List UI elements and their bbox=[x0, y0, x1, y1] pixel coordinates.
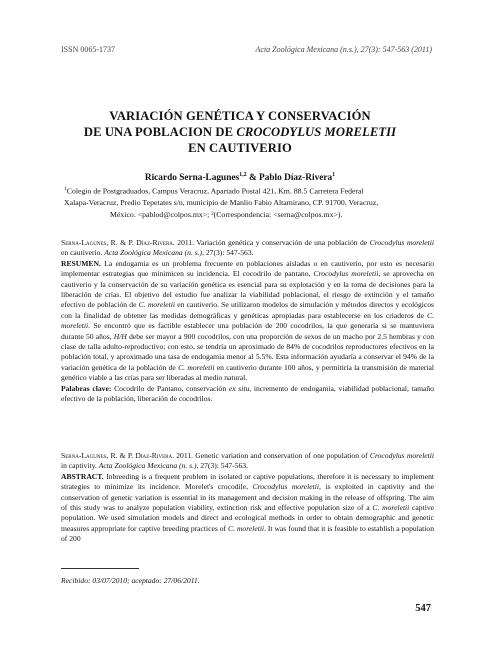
abstract-spanish bbox=[61, 238, 434, 405]
keywords-rest: , incremento de endogamia, viabilidad poblacional, tamaño efectivo de la población, liberación de cocodrilos. bbox=[61, 383, 434, 404]
species-name: C. moreletii bbox=[178, 362, 215, 372]
abstract-text-3: captive population. We used simulation models and direct and ecological methods in order to obtain demographic and genetic measures appropriate for captive breeding practices of bbox=[61, 503, 434, 533]
article-title bbox=[40, 108, 440, 156]
title-line-1: VARIACIÓN GENÉTICA Y CONSERVACIÓN bbox=[109, 109, 371, 123]
citation-rest: in captivity. bbox=[61, 461, 99, 471]
resumen-text-2: , se aprovecha en cautiverio y la conservación de su variación genética es esencial para su explotación y en la toma de decisiones para la liberación de crías. El objetivo del estudio fue analizar la viabilidad poblacional, el riesgo de extinción y el tamaño efectivo de población de bbox=[61, 269, 434, 310]
citation-journal: Acta Zoológica Mexicana (n. s.), bbox=[104, 248, 204, 258]
citation-year-title: 2011. Variación genética y conservación de una población de bbox=[174, 238, 370, 247]
resumen-text-5: debe ser mayor a 900 cocodrilos, con una proporción de sexos de un macho por 2.5 hembras y con clase de talla adulto-reproductivo; con esto, se tendría un aproximado de 84% de cocodrilos reproductores efectivos en la población total, y aproximado una tasa de endogamia menor al 5.5%. Esta información ayudaría a conservar el 94% de la variación genética de la población de bbox=[61, 331, 434, 372]
citation-species: Crocodylus moreletii bbox=[369, 451, 435, 460]
species-name: Crocodylus moreletii bbox=[313, 269, 379, 279]
author-1: Ricardo Serna-Lagunes bbox=[144, 173, 240, 184]
affiliation bbox=[64, 184, 424, 220]
species-name: C. moreletii bbox=[372, 503, 410, 513]
abstract-label: ABSTRACT. bbox=[61, 471, 104, 481]
issn: ISSN 0065-1737 bbox=[61, 45, 116, 54]
species-name: Crocodylus moreletii bbox=[252, 482, 319, 492]
abstract-text-2: , is exploited in captivity and the conservation of genetic variation is essential in its management and decision making in the release of offspring. The aim of this study was to analyze population viability, extinction risk and effective population size of a bbox=[61, 482, 434, 513]
author-2: Pablo Díaz-Rivera bbox=[259, 173, 333, 184]
species-name: C. moreletii bbox=[138, 300, 176, 310]
citation-journal: Acta Zoológica Mexicana (n. s.), bbox=[98, 461, 199, 471]
affiliation-line-1 bbox=[64, 184, 424, 197]
author-list bbox=[40, 172, 440, 183]
resumen-text-3: en cautiverio. Se utilizaron modelos de simulación y métodos directos y ecológicos con la finalidad de obtener las medidas demográficas y genéticas apropiadas para establecerse en los criaderos de bbox=[61, 300, 435, 320]
ne-symbol: H/H bbox=[113, 331, 127, 341]
title-line-3: EN CAUTIVERIO bbox=[188, 141, 292, 155]
resumen-text-1: La endogamia es un problema frecuente en poblaciones aisladas o en cautiverio, por esto es necesario implementar estrategias que minimicen su incidencia. El cocodrilo de pantano, bbox=[61, 258, 434, 279]
author-1-affiliation: 1,2 bbox=[239, 172, 247, 178]
footnote-rule bbox=[61, 568, 139, 569]
abstract-text-4: . It was found that it is feasible to establish a population of 200 bbox=[61, 523, 434, 544]
title-line-2-prefix: DE UNA POBLACION DE bbox=[83, 125, 237, 139]
affiliation-line-3: México. <pablod@colpos.mx>; ²(Correspondencia: <serna@colpos.mx>). bbox=[110, 209, 343, 219]
author-joiner: & bbox=[246, 173, 260, 184]
abstract-english bbox=[61, 451, 434, 545]
species-name: C. moreletii bbox=[228, 523, 265, 533]
citation-rest: en cautiverio. bbox=[61, 248, 105, 258]
citation-year-title: 2011. Genetic variation and conservation of one population of bbox=[173, 451, 370, 460]
species-name: C. moreletii bbox=[61, 310, 434, 331]
journal-citation-header: Acta Zoológica Mexicana (n.s.), 27(3): 547-563 (2011) bbox=[255, 45, 432, 54]
citation-pages: 27(3): 547-563. bbox=[203, 248, 254, 258]
received-date: Recibido: 03/07/2010; aceptado: 27/06/2011. bbox=[61, 576, 200, 585]
affiliation-line-2: Xalapa-Veracruz, Predio Tepetates s/n, municipio de Manlio Fabio Altamirano, CP. 91700. Veracruz, bbox=[64, 198, 379, 208]
resumen-text-4: . Se encontró que es factible establecer una población de 200 cocodrilos, la que generaría si se mantuviera durante 50 años, bbox=[61, 321, 434, 341]
abstract-text-1: Inbreeding is a frequent problem in isolated or captive populations, therefore it is necessary to implement strategies to minimize its incidence. Morelet's crocodile, bbox=[61, 471, 434, 492]
title-line-2 bbox=[40, 124, 440, 140]
affiliation-line-1-text: Colegio de Postgraduados, Campus Veracruz, Apartado Postal 421, Km. 88.5 Carretera Federal bbox=[66, 186, 364, 196]
affiliation-marker: 1 bbox=[64, 186, 67, 192]
keywords-text: Cocodrilo de Pantano, conservación bbox=[111, 383, 229, 393]
citation-pages: 27(3): 547-563. bbox=[198, 461, 249, 471]
resumen-label: RESUMEN. bbox=[61, 258, 101, 268]
page-number: 547 bbox=[415, 603, 431, 614]
citation-authors: Serna-Lagunes, R. & P. Díaz-Rivera. bbox=[61, 238, 175, 247]
resumen-text-6: en cautiverio durante 100 años, y permitiría la transmisión de material genético viable a las crías para ser liberadas al medio natural. bbox=[61, 362, 435, 383]
citation-species: Crocodylus moreletii bbox=[369, 238, 434, 247]
keywords-label: Palabras clave: bbox=[61, 383, 112, 393]
title-species: CROCODYLUS MORELETII bbox=[236, 125, 397, 139]
citation-authors: Serna-Lagunes, R. & P. Díaz-Rivera. bbox=[61, 451, 174, 460]
keywords-ex-situ: ex situ bbox=[228, 383, 250, 393]
author-2-affiliation: 1 bbox=[332, 172, 336, 178]
